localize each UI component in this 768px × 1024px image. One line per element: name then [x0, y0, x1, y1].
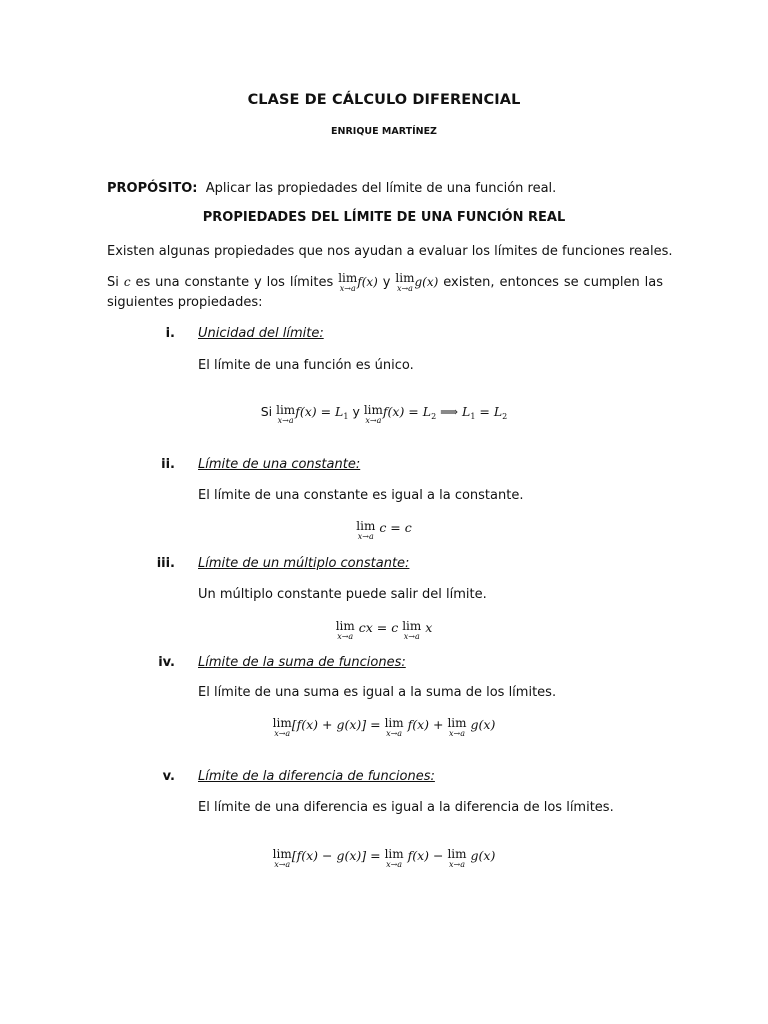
property-description: Un múltiplo constante puede salir del límite. — [198, 587, 487, 602]
condition-line-1: Si c es una constante y los límites lim x→a f(x) y lim x→a g(x) existen, entonces se cumplen las — [107, 271, 663, 293]
formula-sum: lim x→a [f(x) + g(x)] = lim x→a f(x) + lim x→a g(x) — [272, 716, 496, 738]
property-number: i. — [165, 326, 175, 341]
property-number: iv. — [158, 655, 175, 670]
property-title: Límite de una constante: — [198, 457, 361, 472]
lim-operator: lim x→a — [395, 271, 415, 293]
property-number: iii. — [156, 556, 175, 571]
lim-operator: lim x→a — [338, 271, 358, 293]
formula-difference: lim x→a [f(x) − g(x)] = lim x→a f(x) − lim x→a g(x) — [272, 847, 496, 869]
purpose-label: PROPÓSITO: — [107, 181, 198, 196]
purpose-line — [107, 179, 556, 199]
property-title: Límite de la suma de funciones: — [198, 655, 406, 670]
property-description: El límite de una suma es igual a la suma de los límites. — [198, 685, 557, 700]
property-title: Límite de la diferencia de funciones: — [198, 769, 435, 784]
formula-uniqueness: Si lim x→a $f(x) = L_1$ y lim x→a $f(x) = L_2$ ⟹ $L_1 = L_2$ — [260, 403, 508, 425]
formula-constant: lim x→a c = c — [356, 519, 412, 541]
fx-expr: f(x) — [357, 275, 378, 289]
property-number: v. — [162, 769, 175, 784]
property-description: El límite de una diferencia es igual a la diferencia de los límites. — [198, 800, 614, 815]
formula-multiple: lim x→a cx = c lim x→a x — [335, 619, 433, 641]
property-title: Límite de un múltiplo constante: — [198, 556, 410, 571]
property-title: Unicidad del límite: — [198, 326, 324, 341]
document-title: CLASE DE CÁLCULO DIFERENCIAL — [247, 92, 521, 108]
property-number: ii. — [161, 457, 175, 472]
constant-c: c — [123, 275, 131, 289]
condition-paragraph — [107, 272, 667, 313]
section-heading: PROPIEDADES DEL LÍMITE DE UNA FUNCIÓN REAL — [202, 210, 566, 225]
author-name: ENRIQUE MARTÍNEZ — [331, 126, 437, 137]
property-description: El límite de una función es único. — [198, 358, 414, 373]
intro-paragraph: Existen algunas propiedades que nos ayudan a evaluar los límites de funciones reales. — [107, 244, 673, 259]
gx-expr: g(x) — [414, 275, 439, 289]
condition-line-2: siguientes propiedades: — [107, 295, 263, 310]
property-description: El límite de una constante es igual a la constante. — [198, 488, 524, 503]
purpose-text: Aplicar las propiedades del límite de una función real. — [205, 181, 557, 196]
